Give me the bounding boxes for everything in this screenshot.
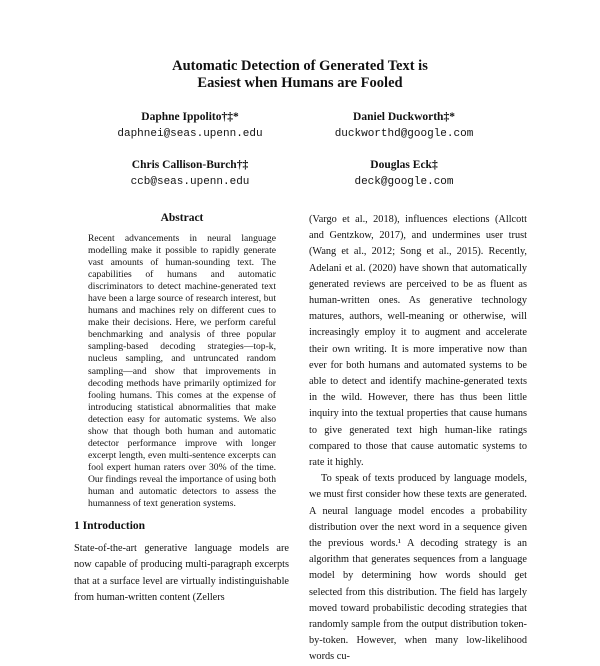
author-name: Daniel Duckworth‡*: [353, 111, 455, 123]
abstract-body: Recent advancements in neural language modelling make it possible to rapidly generate vast amounts of human-sounding text. The capabilities of humans and automatic discriminators to detect machine-generated text have been a large source of research interest, but humans and machines rely on different cues to make their decisions. Here, we perform careful benchmarking and analysis of three popular sampling-based decoding strategies—top-k, nucleus sampling, and untruncated random sampling—and show that improvements in decoding methods have primarily optimized for fooling humans. This comes at the expense of introducing statistical abnormalities that make detection easy for automatic systems. We also show that though both human and automatic detector performance improve with longer excerpt length, even multi-sentence excerpts can fool expert human raters over 30% of the time. Our findings reveal the importance of using both human and automatic detectors to assess the humanness of text generation systems.: [88, 233, 276, 510]
author-email: ccb@seas.upenn.edu: [130, 176, 250, 188]
author-name: Douglas Eck‡: [370, 159, 438, 171]
author-block: [294, 110, 514, 142]
right-paragraph-2: To speak of texts produced by language models, we must first consider how these texts are generated. A neural language model encodes a probability distribution over the next word in a sequence given the previous words.¹ A decoding strategy is an algorithm that generates sequences from a language model by determining how words should get selected from this distribution. The field has largely moved toward probabilistic decoding strategies that randomly sample from the output distribution token-by-token. However, when many low-likelihood words cu-: [309, 473, 527, 663]
author-block: [80, 110, 300, 142]
introduction-text: State-of-the-art generative language models are now capable of producing multi-paragraph excerpts that at a surface level are virtually indistinguishable from human-written content (Zellers: [74, 543, 289, 603]
author-email: daphnei@seas.upenn.edu: [117, 128, 263, 140]
author-name: Chris Callison-Burch†‡: [131, 159, 249, 171]
right-paragraph-1: (Vargo et al., 2018), influences elections (Allcott and Gentzkow, 2017), and undermines user trust (Wang et al., 2012; Song et al., 2015). Recently, Adelani et al. (2020) have shown that automatically generated reviews are perceived to be as fluent as human-written ones. As generative technology matures, authors, well-meaning or otherwise, will increasingly employ it to augment and accelerate their own writing. It is more imperative now than ever for both humans and automated systems to be able to detect and identify machine-generated texts in the wild. However, there has thus been little inquiry into the textual properties that cause humans to give generated text high human-like ratings compared to those that cause automatic systems to rate it highly.: [309, 214, 527, 469]
section-heading-introduction: 1 Introduction: [74, 520, 146, 532]
abstract-heading: Abstract: [160, 212, 204, 224]
author-block: [80, 158, 300, 190]
author-block: [294, 158, 514, 190]
author-email: duckworthd@google.com: [334, 128, 474, 140]
author-email: deck@google.com: [354, 176, 454, 188]
author-name: Daphne Ippolito†‡*: [141, 111, 239, 123]
title-line-2: Easiest when Humans are Fooled: [197, 75, 403, 91]
paper-title: [0, 58, 600, 92]
right-column: [309, 212, 527, 666]
title-line-1: Automatic Detection of Generated Text is: [172, 58, 428, 74]
